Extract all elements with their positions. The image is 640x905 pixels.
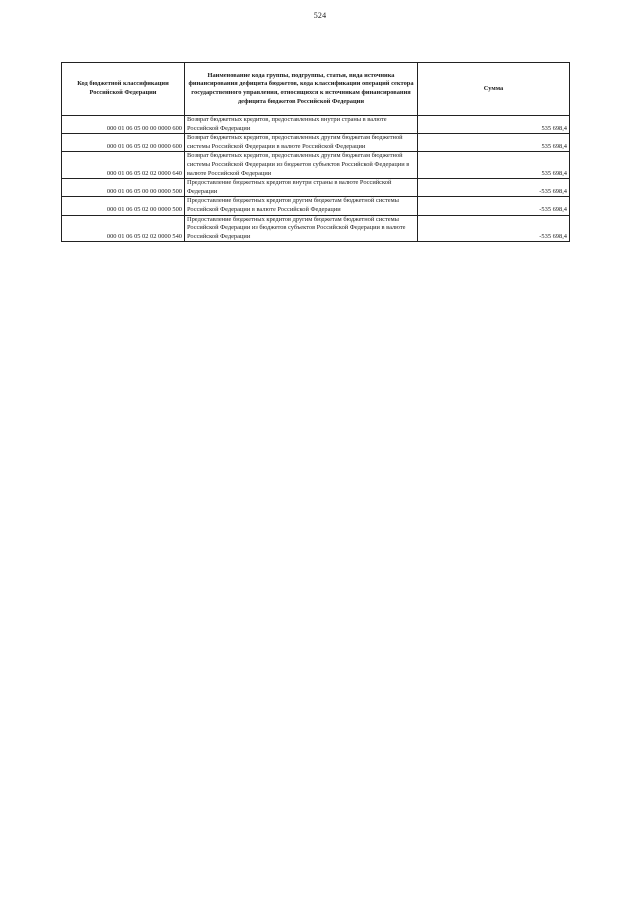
table-row xyxy=(62,116,570,134)
row-code: 000 01 06 05 02 00 0000 600 xyxy=(62,134,185,152)
row-code: 000 01 06 05 00 00 0000 500 xyxy=(62,179,185,197)
table-row xyxy=(62,134,570,152)
table-row xyxy=(62,197,570,215)
header-name: Наименование кода группы, подгруппы, статьи, вида источника финансирования дефицита бюджетов, кода классификации операций сектора государственного управления, относящихся к источникам финансирования дефицита бюджетов Российской Федерации xyxy=(185,63,418,116)
budget-sources-table xyxy=(61,62,570,242)
row-sum: -535 698,4 xyxy=(418,215,570,242)
table-row xyxy=(62,152,570,179)
row-name: Предоставление бюджетных кредитов другим бюджетам бюджетной системы Российской Федерации в валюте Российской Федерации xyxy=(185,197,418,215)
row-code: 000 01 06 05 02 00 0000 500 xyxy=(62,197,185,215)
row-name: Предоставление бюджетных кредитов внутри страны в валюте Российской Федерации xyxy=(185,179,418,197)
table-row xyxy=(62,215,570,242)
row-sum: -535 698,4 xyxy=(418,197,570,215)
table-header-row xyxy=(62,63,570,116)
row-code: 000 01 06 05 02 02 0000 640 xyxy=(62,152,185,179)
header-sum: Сумма xyxy=(418,63,570,116)
row-name: Возврат бюджетных кредитов, предоставленных другим бюджетам бюджетной системы Российской Федерации из бюджетов субъектов Российской Федерации в валюте Российской Федерации xyxy=(185,152,418,179)
row-name: Возврат бюджетных кредитов, предоставленных внутри страны в валюте Российской Федерации xyxy=(185,116,418,134)
row-code: 000 01 06 05 02 02 0000 540 xyxy=(62,215,185,242)
row-sum: 535 698,4 xyxy=(418,152,570,179)
page-number: 524 xyxy=(313,11,327,20)
row-code: 000 01 06 05 00 00 0000 600 xyxy=(62,116,185,134)
row-name: Возврат бюджетных кредитов, предоставленных другим бюджетам бюджетной системы Российской Федерации в валюте Российской Федерации xyxy=(185,134,418,152)
header-code: Код бюджетной классификации Российской Федерации xyxy=(62,63,185,116)
row-name: Предоставление бюджетных кредитов другим бюджетам бюджетной системы Российской Федерации из бюджетов субъектов Российской Федерации в валюте Российской Федерации xyxy=(185,215,418,242)
table-row xyxy=(62,179,570,197)
row-sum: 535 698,4 xyxy=(418,134,570,152)
row-sum: -535 698,4 xyxy=(418,179,570,197)
row-sum: 535 698,4 xyxy=(418,116,570,134)
